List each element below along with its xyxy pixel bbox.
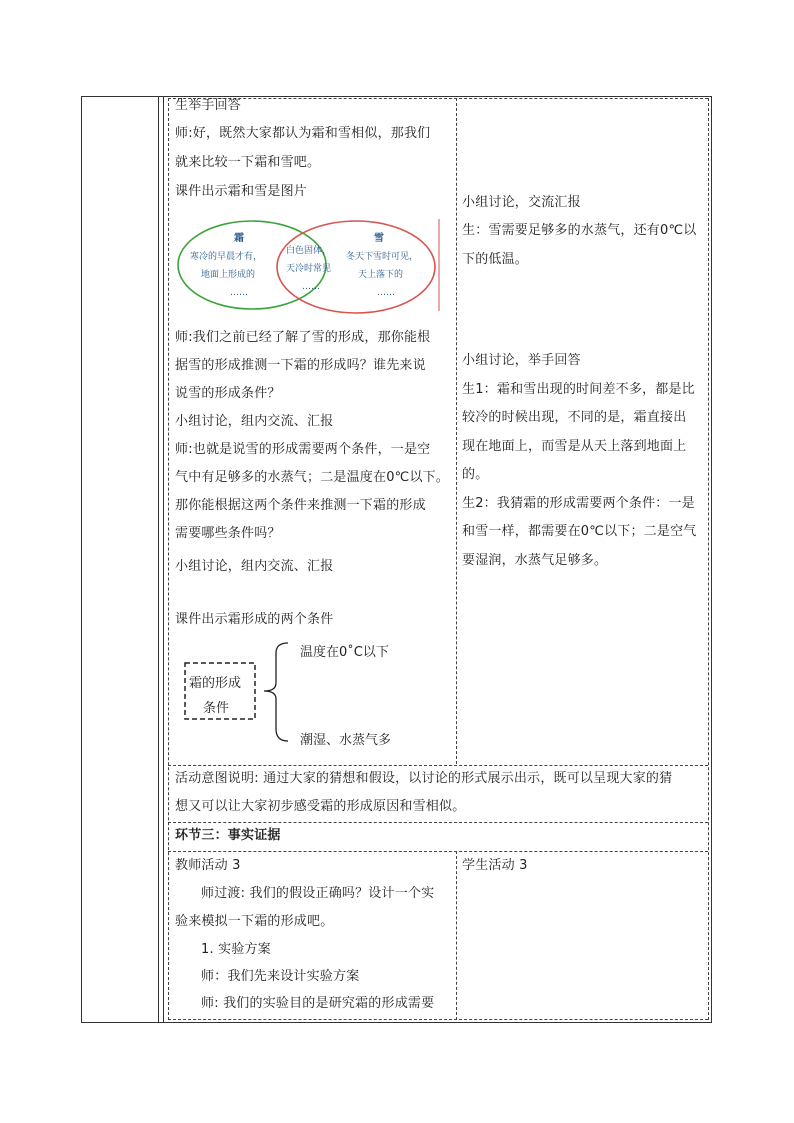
cell-bottom-dash	[168, 1019, 708, 1020]
condition-temperature: 温度在0˚C以下	[300, 645, 389, 660]
line-teacher-conditions-1: 师:也就是说雪的形成需要两个条件，一是空	[175, 442, 431, 457]
activity-intent-line-2: 想又可以让大家初步感受霜的形成原因和雪相似。	[175, 799, 466, 814]
line-teacher-snow-2: 据雪的形成推测一下霜的形成吗？谁先来说	[175, 358, 426, 373]
line-teacher-compare-2: 就来比较一下霜和雪吧。	[175, 155, 321, 170]
teacher3-transition-2: 验来模拟一下霜的形成吧。	[175, 914, 334, 929]
student-activity3-heading: 学生活动 3	[462, 858, 528, 873]
line-teacher-conditions-3: 那你能根据这两个条件来推测一下霜的形成	[175, 498, 426, 513]
teacher3-purpose: 师: 我们的实验目的是研究霜的形成需要	[201, 996, 435, 1011]
teacher-activity3-heading: 教师活动 3	[175, 858, 241, 873]
column-split-dash-1	[456, 98, 457, 764]
line-group-discussion-1: 小组讨论，组内交流、汇报	[175, 414, 334, 429]
line-courseware-images: 课件出示霜和雪是图片	[175, 184, 308, 199]
student-snow-answer-1: 生：雪需要足够多的水蒸气，还有0℃以	[462, 223, 697, 238]
line-student-raise-hand: 生举手回答	[175, 98, 242, 113]
table-divider-2	[163, 96, 164, 1023]
line-teacher-snow-1: 师:我们之前已经了解了雪的形成，那你能根	[175, 330, 431, 345]
student1-answer-4: 的。	[462, 467, 489, 482]
cell-top-dash	[168, 98, 708, 99]
curly-brace	[264, 643, 288, 741]
frost-snow-venn-diagram	[172, 215, 444, 315]
line-courseware-conditions: 课件出示霜形成的两个条件	[175, 612, 334, 627]
student1-answer-1: 生1：霜和雪出现的时间差不多，都是比	[462, 382, 695, 397]
frost-desc-2: 地面上形成的	[201, 270, 256, 280]
cell-right-dash	[708, 98, 709, 1020]
snow-title: 雪	[374, 233, 384, 244]
frost-desc-1: 寒冷的早晨才有，	[190, 252, 263, 262]
section3-title: 环节三：事实证据	[175, 828, 281, 843]
line-teacher-conditions-2: 气中有足够多的水蒸气；二是温度在0℃以下。	[175, 470, 450, 485]
student2-answer-1: 生2：我猜霜的形成需要两个条件：一是	[462, 496, 695, 511]
table-right-border	[711, 96, 712, 1023]
teacher3-design-plan: 师：我们先来设计实验方案	[201, 969, 360, 984]
condition-humidity: 潮湿、水蒸气多	[300, 733, 392, 748]
box-label-2: 条件	[203, 701, 230, 716]
common-desc-3: ……	[302, 282, 320, 292]
common-desc-1: 白色固体，	[286, 246, 332, 256]
activity-intent-line-1: 活动意图说明: 通过大家的猜想和假设，以讨论的形式展示出示，既可以呈现大家的猜	[175, 771, 673, 786]
line-teacher-compare-1: 师:好，既然大家都认为霜和雪相似，那我们	[175, 126, 431, 141]
line-teacher-conditions-4: 需要哪些条件吗？	[175, 526, 281, 541]
table-left-border	[81, 96, 82, 1023]
teacher3-transition-1: 师过渡: 我们的假设正确吗？设计一个实	[201, 886, 435, 901]
teacher3-plan-heading: 1. 实验方案	[201, 942, 271, 957]
line-group-discussion-2: 小组讨论，组内交流、汇报	[175, 559, 334, 574]
frost-desc-3: ……	[230, 288, 248, 298]
box-label-1: 霜的形成	[189, 676, 242, 691]
table-divider-1	[158, 96, 159, 1023]
cell-left-dash	[168, 98, 169, 1020]
frost-conditions-diagram	[170, 635, 430, 750]
column-split-dash-2	[456, 851, 457, 1020]
student2-answer-3: 要湿润，水蒸气足够多。	[462, 553, 608, 568]
student-snow-answer-2: 下的低温。	[462, 252, 529, 267]
row-split-dash-3	[168, 851, 708, 852]
common-desc-2: 天冷时常见	[286, 264, 332, 274]
frost-title: 霜	[234, 233, 244, 244]
student-group-report: 小组讨论，交流汇报	[462, 195, 581, 210]
snow-desc-2: 天上落下的	[358, 270, 404, 280]
line-teacher-snow-3: 说雪的形成条件？	[175, 386, 281, 401]
table-bottom-border	[81, 1022, 712, 1023]
student-group-answer: 小组讨论，举手回答	[462, 353, 581, 368]
student2-answer-2: 和雪一样，都需要在0℃以下；二是空气	[462, 524, 697, 539]
snow-desc-1: 冬天下雪时可见，	[346, 252, 419, 262]
student1-answer-2: 较冷的时候出现，不同的是，霜直接出	[462, 410, 687, 425]
student1-answer-3: 现在地面上，而雪是从天上落到地面上	[462, 439, 687, 454]
snow-desc-3: ……	[377, 288, 395, 298]
